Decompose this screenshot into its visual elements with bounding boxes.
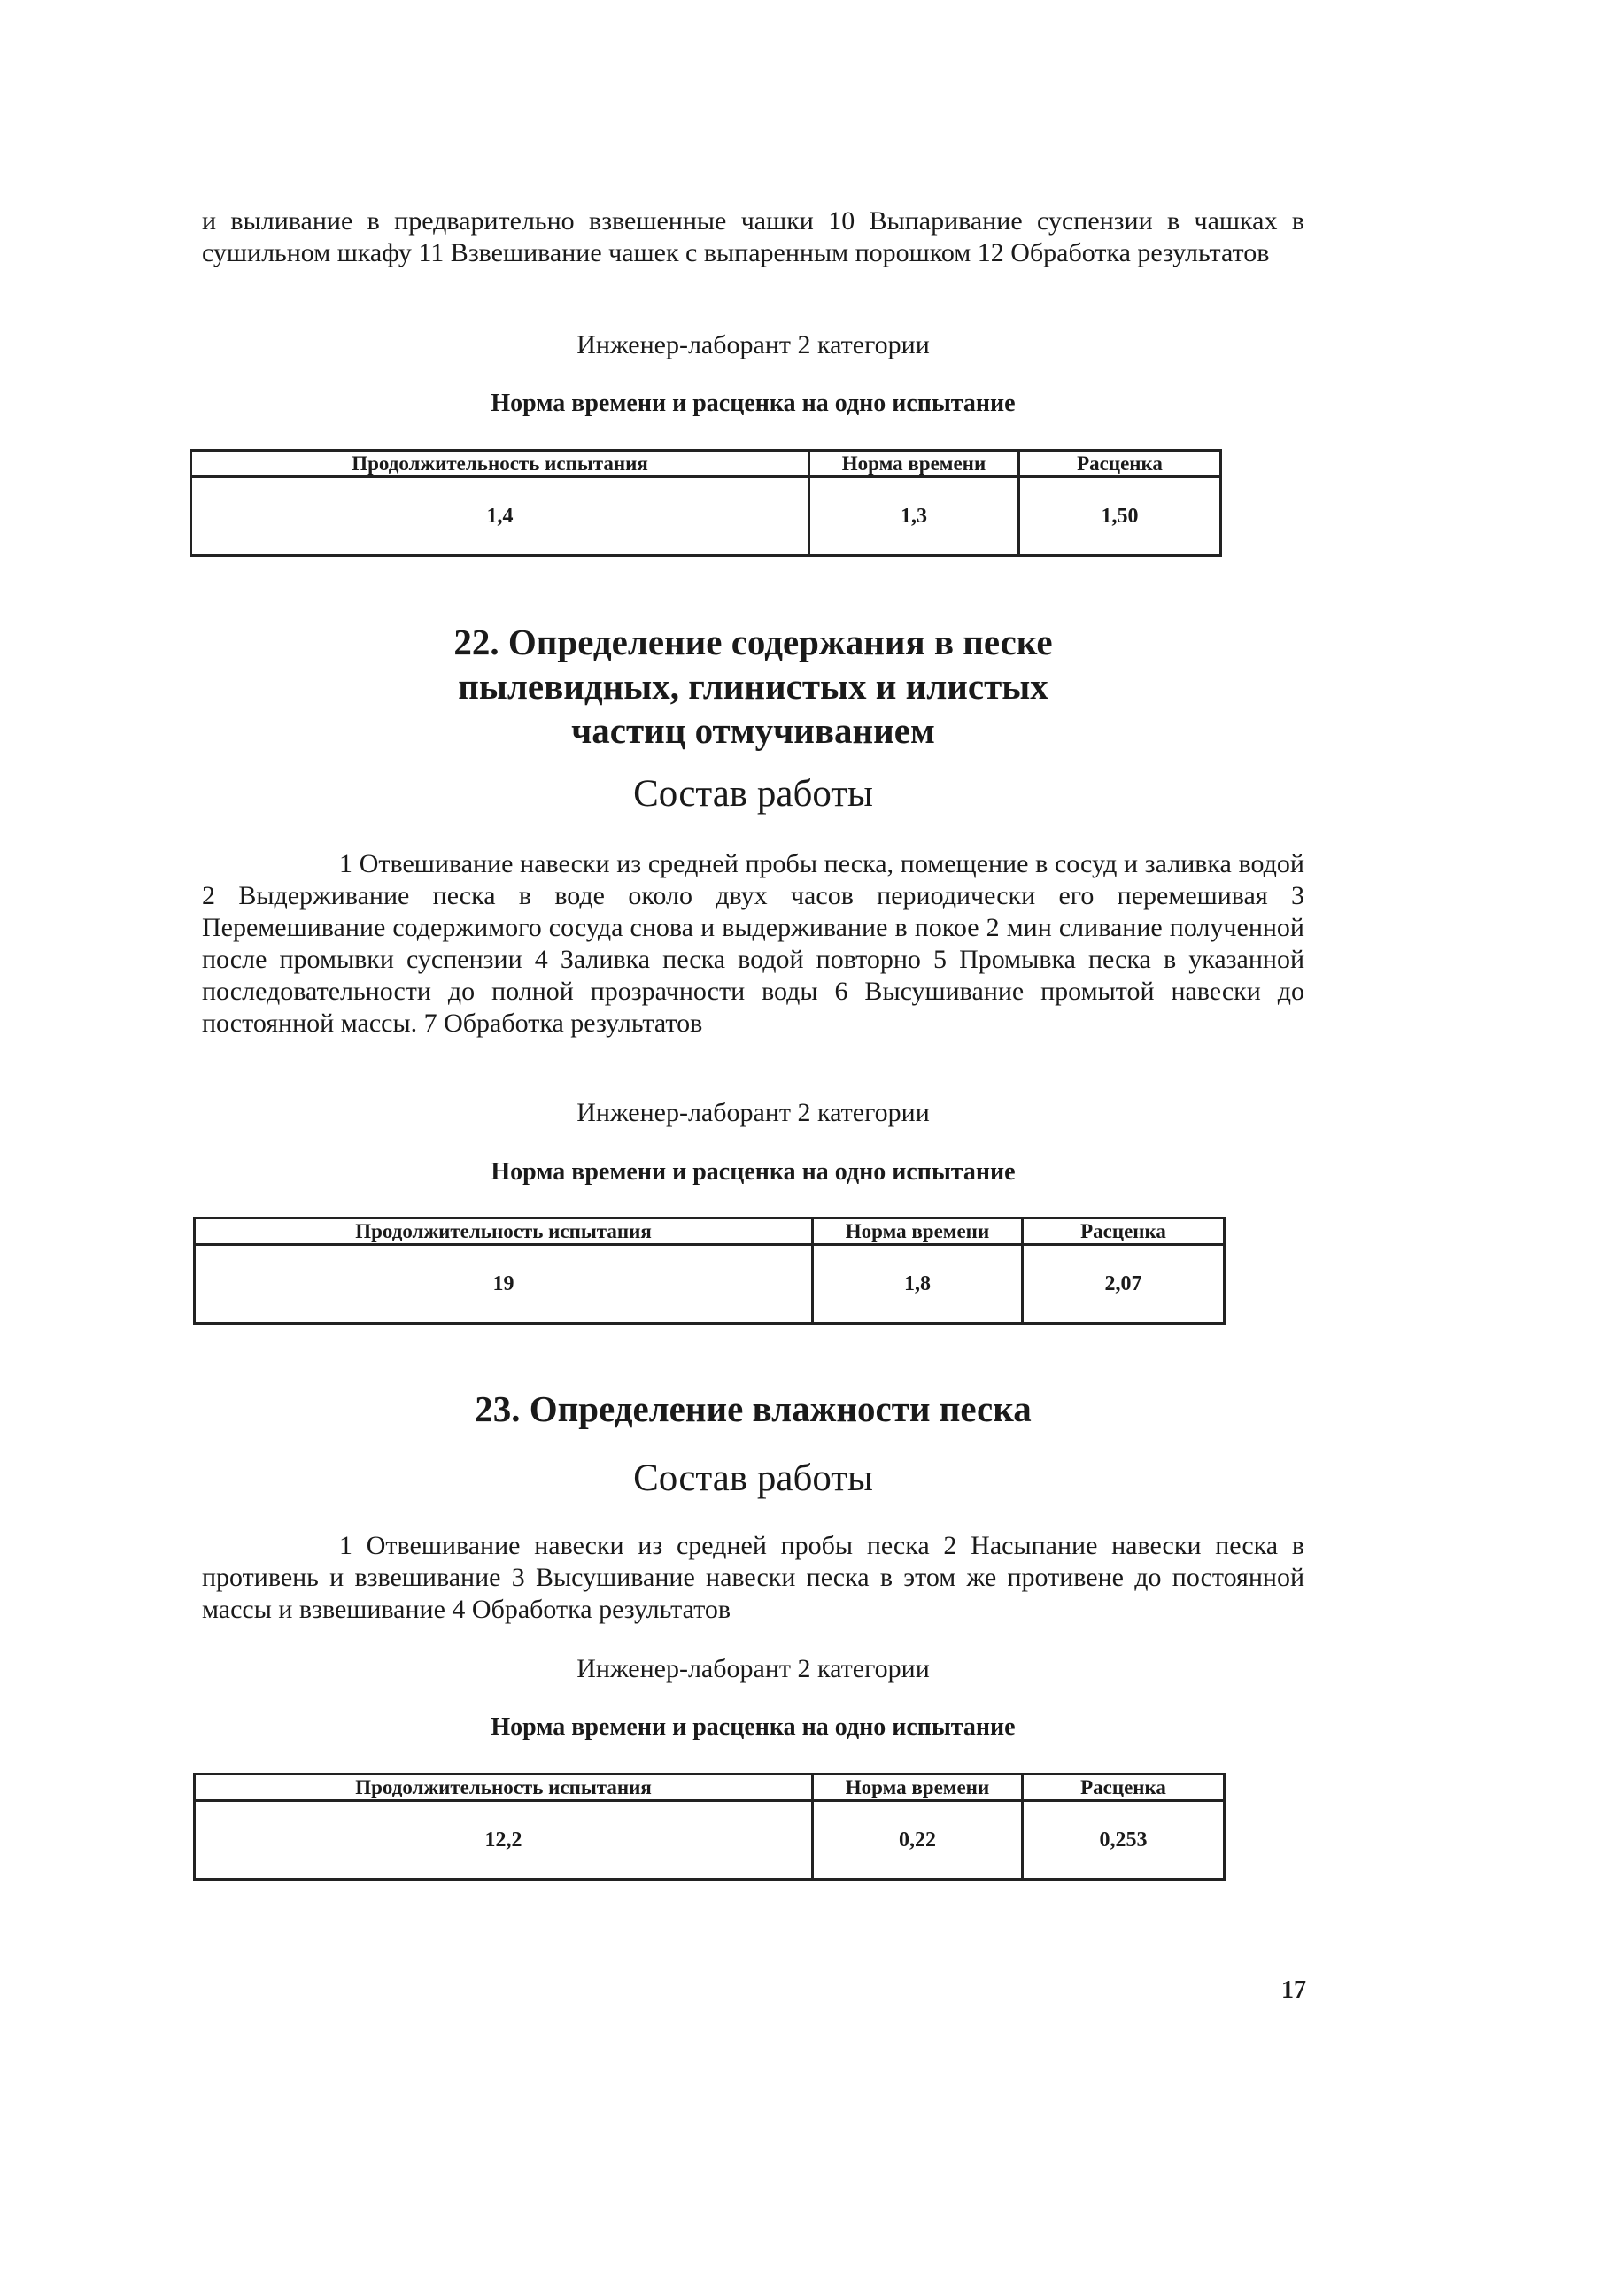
section-22-paragraph: 1 Отвешивание навески из средней пробы песка, помещение в сосуд и заливка водой 2 Выдерживание песка в воде около двух часов периодически его перемешивая 3 Перемешивание содержимого сосуда снова и выдерживание в покое 2 мин сливание полученной после промывки суспензии 4 Заливка песка водой повторно 5 Промывка песка в указанной последовательности до полной прозрачности воды 6 Высушивание промытой навески до постоянной массы. 7 Обработка результатов (202, 849, 1304, 1038)
section-22-norm-table (193, 1217, 1226, 1325)
header-time-norm: Норма времени (809, 451, 1019, 477)
section-22-subtitle: Состав работы (633, 773, 873, 815)
section-22-title-line-1: 22. Определение содержания в песке (453, 622, 1053, 662)
cell-time-norm: 1,8 (813, 1245, 1023, 1324)
cell-rate: 2,07 (1023, 1245, 1225, 1324)
table-header-row (191, 451, 1221, 477)
cell-duration: 1,4 (191, 477, 809, 556)
page-number: 17 (1281, 1976, 1306, 2004)
cell-time-norm: 1,3 (809, 477, 1019, 556)
intro-norm-table (190, 449, 1222, 557)
header-duration: Продолжительность испытания (195, 1218, 813, 1245)
cell-rate: 1,50 (1019, 477, 1221, 556)
section-23-norm-title: Норма времени и расценка на одно испытание (491, 1713, 1016, 1741)
cell-duration: 12,2 (195, 1801, 813, 1880)
header-rate: Расценка (1019, 451, 1221, 477)
header-duration: Продолжительность испытания (195, 1774, 813, 1801)
header-rate: Расценка (1023, 1218, 1225, 1245)
intro-worker-line: Инженер-лаборант 2 категории (576, 330, 930, 359)
table-row (191, 477, 1221, 556)
intro-norm-title: Норма времени и расценка на одно испытание (491, 390, 1016, 417)
section-23-paragraph: 1 Отвешивание навески из средней пробы песка 2 Насыпание навески песка в противень и взвешивание 3 Высушивание навески песка в этом же противене до постоянной массы и взвешивание 4 Обработка результатов (202, 1531, 1304, 1624)
table-row (195, 1801, 1225, 1880)
cell-rate: 0,253 (1023, 1801, 1225, 1880)
intro-paragraph: и выливание в предварительно взвешенные чашки 10 Выпаривание суспензии в чашках в сушильном шкафу 11 Взвешивание чашек с выпаренным порошком 12 Обработка результатов (202, 206, 1304, 267)
section-22-norm-title: Норма времени и расценка на одно испытание (491, 1158, 1016, 1186)
header-duration: Продолжительность испытания (191, 451, 809, 477)
section-23-subtitle: Состав работы (633, 1457, 873, 1499)
header-time-norm: Норма времени (813, 1218, 1023, 1245)
section-22-worker-line: Инженер-лаборант 2 категории (576, 1098, 930, 1127)
section-22-title-line-3: частиц отмучиванием (571, 710, 935, 751)
table-header-row (195, 1774, 1225, 1801)
section-22-title-line-2: пылевидных, глинистых и илистых (458, 666, 1048, 707)
table-row (195, 1245, 1225, 1324)
table-header-row (195, 1218, 1225, 1245)
cell-duration: 19 (195, 1245, 813, 1324)
header-rate: Расценка (1023, 1774, 1225, 1801)
section-23-title: 23. Определение влажности песка (475, 1388, 1032, 1429)
header-time-norm: Норма времени (813, 1774, 1023, 1801)
section-23-norm-table (193, 1773, 1226, 1881)
section-23-worker-line: Инженер-лаборант 2 категории (576, 1654, 930, 1683)
section-22-title (202, 620, 1304, 753)
cell-time-norm: 0,22 (813, 1801, 1023, 1880)
